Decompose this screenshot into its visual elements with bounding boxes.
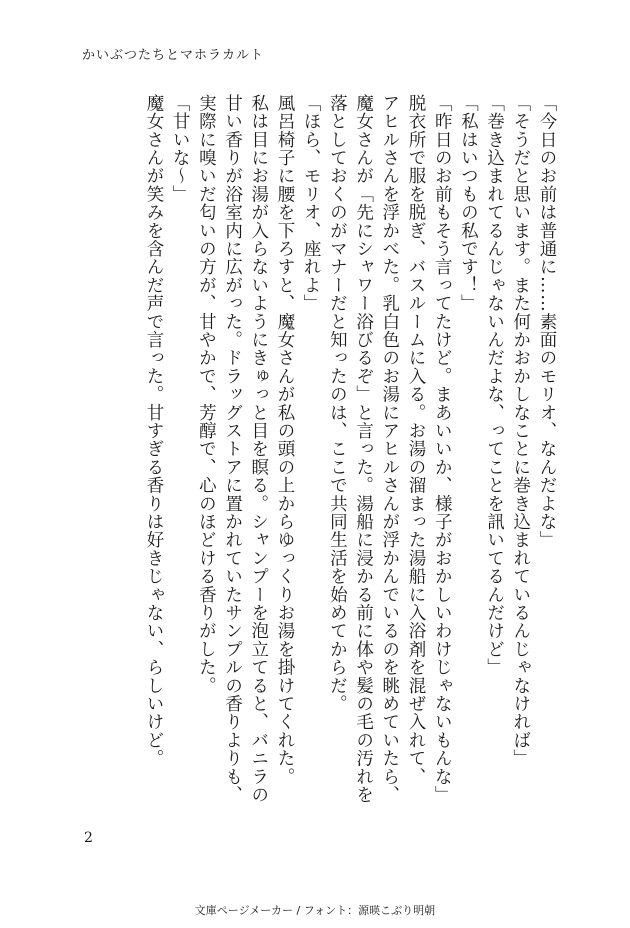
text-line: 「巻き込まれてるんじゃないんだよな、ってことを訊いてるんだけど」 [484,94,505,677]
text-line: 「昨日のお前もそう言ってたけど。まあいいか、様子がおかしいわけじゃないもんな」 [432,94,453,804]
vertical-body-text [78,94,560,812]
text-line: 魔女さんが「先にシャワー浴びるぞ」と言った。湯船に浸かる前に体や髪の毛の汚れを [353,94,374,804]
page-number: 2 [84,830,93,846]
text-line: 甘い香りが浴室内に広がった。ドラッグストアに置かれていたサンプルの香りよりも、 [222,94,243,804]
text-line: アヒルさんを浮かべた。乳白色のお湯にアヒルさんが浮かんでいるのを眺めていたら、 [379,94,400,804]
text-line: 「私はいつもの私です！」 [458,94,479,313]
running-title: かいぶつたちとマホラカルト [82,48,265,63]
text-line: 落としておくのがマナーだと知ったのは、ここで共同生活を始めてからだ。 [327,94,348,713]
text-line: 「ほら、モリオ、座れよ」 [301,94,322,313]
text-line: 「そうだと思います。また何かおかしなことに巻き込まれているんじゃなければ」 [510,94,531,768]
text-line: 「今日のお前は普通に……素面のモリオ、なんだよな」 [537,94,557,549]
text-line: 魔女さんが笑みを含んだ声で言った。甘すぎる香りは好きじゃない、らしいけど。 [143,94,164,768]
text-line: 「甘いな～」 [170,94,191,204]
footer-credit: 文庫ページメーカー / フォント：源暎こぶり明朝 [194,904,436,917]
text-line: 風呂椅子に腰を下ろすと、魔女さんが私の頭の上からゆっくりお湯を掛けてくれた。 [274,94,295,786]
text-line: 私は目にお湯が入らないようにきゅっと目を瞑る。シャンプーを泡立てると、バニラの [248,94,269,804]
text-line: 実際に嗅いだ匂いの方が、甘やかで、芳醇で、心のほどける香りがした。 [196,94,217,695]
text-line: 脱衣所で服を脱ぎ、バスルームに入る。お湯の溜まった湯船に入浴剤を混ぜ入れて、 [405,94,426,786]
